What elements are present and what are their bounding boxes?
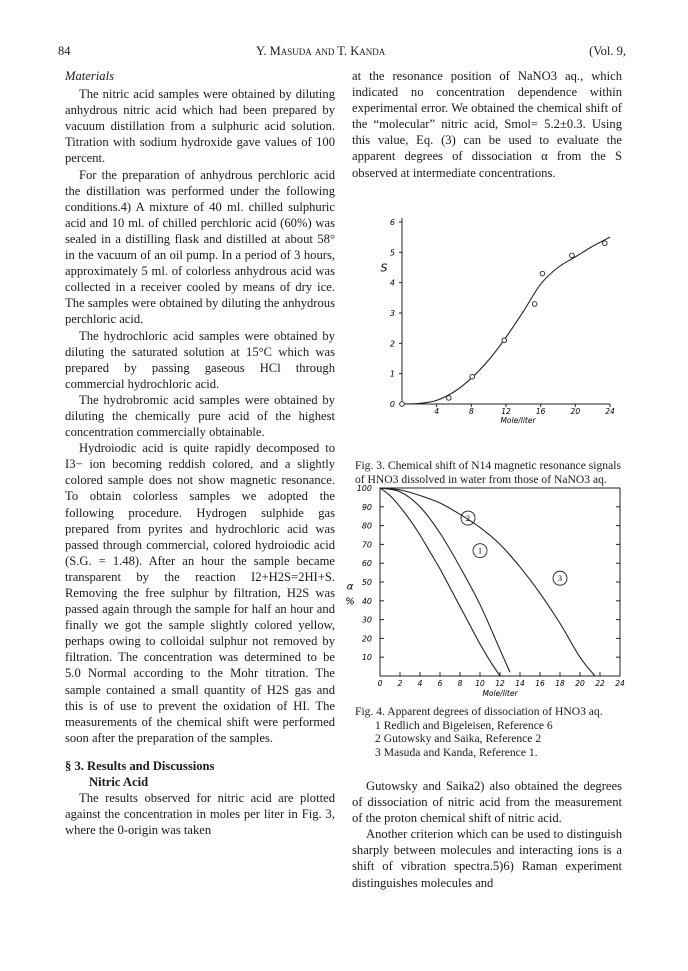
paragraph-criterion: Another criterion which can be used to distinguish sharply between molecules and interacting ions is a shift of vibration spectra.5)6) Raman experiment distinguishes molecules and: [352, 827, 622, 890]
paragraph-results: The results observed for nitric acid are plotted against the concentration in moles per liter in Fig. 3, where the 0-origin was taken: [65, 791, 335, 838]
fig3-y-tick-label: 0: [389, 400, 395, 409]
fig4-y-tick-label: 100: [356, 484, 372, 493]
running-authors: Y. Masuda and T. Kanda: [256, 44, 386, 58]
fig4-x-tick-label: 2: [397, 679, 403, 688]
fig3-data-point: [540, 271, 545, 276]
paragraph-gutowsky: Gutowsky and Saika2) also obtained the degrees of dissociation of nitric acid from the measurement of the proton chemical shift of nitric acid.: [352, 779, 622, 826]
fig4-y-tick-label: 10: [361, 653, 372, 663]
fig4-x-tick-label: 0: [377, 679, 383, 688]
fig4-caption-title: Fig. 4. Apparent degrees of dissociation of HNO3 aq.: [355, 705, 603, 718]
fig4-y-tick-label: 50: [361, 578, 372, 587]
right-column-bottom: [352, 778, 622, 891]
fig4-ref-1: 1 Redlich and Bigeleisen, Reference 6: [375, 718, 553, 732]
fig4-curve-2: [380, 488, 510, 672]
fig3-data-point: [502, 338, 507, 343]
fig3-x-tick-label: 16: [535, 407, 546, 416]
paragraph-nitric: The nitric acid samples were obtained by diluting anhydrous nitric acid which had been prepared by vacuum distillation from a sulphuric acid solution. Titration with sodium hydroxide gave values of 100 percent.: [65, 87, 335, 166]
fig3-y-axis-label: S: [380, 261, 388, 275]
fig3-x-axis-label: Mole/liter: [500, 416, 536, 425]
fig4-x-tick-label: 8: [457, 679, 463, 688]
fig3-y-tick-label: 6: [389, 218, 395, 227]
fig3-x-tick-label: 8: [468, 407, 474, 416]
fig3-fit-curve: [402, 237, 610, 404]
fig3-data-point: [470, 374, 475, 379]
fig4-curve-label-3: 3: [558, 574, 562, 584]
paragraph-hydrochloric: The hydrochloric acid samples were obtained by diluting the saturated solution at 15°C which was prepared by passing gaseous HCl through commercial hydrochloric acid.: [65, 328, 335, 391]
fig3-y-tick-label: 2: [389, 339, 395, 349]
fig4-curve-label-1: 1: [478, 546, 482, 556]
fig4-x-tick-label: 20: [575, 679, 585, 688]
paragraph-resonance: at the resonance position of NaNO3 aq., which indicated no concentration dependence within experimental error. We obtained the chemical shift of the “molecular” nitric acid, Smol= 5.2±0.3. Using this value, Eq. (3) can be used to evaluate the apparent degrees of dissociation α from the S observed at intermediate concentrations.: [352, 69, 622, 180]
fig3-x-tick-label: 4: [434, 407, 440, 416]
fig4-x-tick-label: 6: [437, 679, 443, 688]
paragraph-hydrobromic: The hydrobromic acid samples were obtained by diluting the chemically pure acid of the highest concentration commercially obtainable.: [65, 392, 335, 440]
fig3-chart: [360, 208, 625, 430]
fig3-data-point: [603, 241, 608, 246]
fig4-caption: [355, 705, 623, 759]
fig4-frame: [380, 488, 620, 676]
volume-label: (Vol. 9,: [589, 44, 626, 58]
fig4-y-tick-label: 60: [361, 559, 372, 569]
fig3-x-tick-label: 24: [605, 407, 615, 416]
fig4-chart: [340, 478, 625, 700]
fig4-x-tick-label: 16: [535, 679, 545, 688]
fig3-caption: Fig. 3. Chemical shift of N14 magnetic resonance signals of HNO3 dissolved in water from those of NaNO3 aq.: [355, 459, 621, 486]
fig4-x-axis-label: Mole/liter: [482, 689, 518, 698]
fig4-x-tick-label: 4: [417, 679, 423, 688]
fig4-y-tick-label: 70: [361, 540, 372, 550]
fig3-y-tick-label: 5: [389, 248, 395, 258]
fig4-y-tick-label: 30: [361, 615, 372, 625]
fig3-y-tick-label: 3: [389, 309, 395, 318]
fig3-x-tick-label: 20: [570, 407, 581, 416]
section-heading: § 3. Results and Discussions: [65, 758, 215, 773]
fig4-x-tick-label: 12: [495, 679, 505, 688]
fig3-y-tick-label: 4: [389, 278, 395, 288]
fig3-y-tick-label: 1: [389, 369, 395, 379]
fig4-y-tick-label: 40: [361, 596, 372, 606]
fig4-x-tick-label: 18: [555, 679, 565, 688]
fig4-y-axis-label: α %: [345, 581, 355, 608]
fig4-curve-label-2: 2: [466, 514, 470, 524]
fig4-y-tick-label: 80: [361, 521, 372, 531]
fig4-y-tick-label: 90: [361, 502, 372, 512]
fig4-ref-3: 3 Masuda and Kanda, Reference 1.: [375, 745, 538, 759]
left-column: [65, 68, 335, 838]
paragraph-perchloric: For the preparation of anhydrous perchloric acid the distillation was performed under the following conditions.4) A mixture of 40 ml. chilled sulphuric acid and 10 ml. of chilled perchloric acid (60%) was sealed in a distilling flask and distilled at about 58° in the vacuum of an oil pump. In a period of 3 hours, approximately 5 ml. of colorless anhydrous acid was collected in a receiver cooled by means of dry ice. The samples were obtained by diluting the anhydrous perchloric acid.: [65, 167, 335, 327]
fig3-data-point: [570, 253, 575, 258]
materials-heading: Materials: [65, 69, 114, 83]
fig4-y-tick-label: 20: [361, 634, 372, 644]
fig4-x-tick-label: 22: [595, 679, 605, 688]
paragraph-hydroiodic: Hydroiodic acid is quite rapidly decomposed to I3− ion becoming reddish colored, and a slightly colored sample does not show magnetic resonance. To obtain colorless samples we adopted the following procedure. Hydrogen sulphide gas prepared from pyrites and hydrochloric acid was passed through commercial, colored hydroiodic acid (S.G. = 1.48). After an hour the sample became transparent by the reaction I2+H2S=2HI+S. Removing the free sulphur by filtration, H2S was passed again through the sample for half an hour and finally we got the sample slightly colored yellow, perhaps owing to colloidal sulphur not removed by filtration. The concentration was determined to be 5.0 Normal according to the Mohr titration. The sample contained a small quantity of H2S gas and this is of use to prevent the oxidation of HI. The measurements of the chemical shift were performed soon after the preparation of the samples.: [65, 441, 335, 745]
fig4-x-tick-label: 14: [515, 679, 525, 688]
fig3-x-tick-label: 12: [501, 407, 511, 416]
fig4-x-tick-label: 10: [475, 679, 485, 688]
fig4-ref-2: 2 Gutowsky and Saika, Reference 2: [375, 732, 542, 746]
subsection-heading: Nitric Acid: [89, 775, 149, 790]
page-number: 84: [58, 44, 71, 58]
fig3-data-point: [400, 402, 405, 407]
fig3-data-point: [447, 396, 452, 401]
fig4-x-tick-label: 24: [615, 679, 625, 688]
right-column-top: [352, 68, 622, 181]
fig3-data-point: [532, 302, 537, 307]
fig4-curve-1: [380, 488, 500, 676]
